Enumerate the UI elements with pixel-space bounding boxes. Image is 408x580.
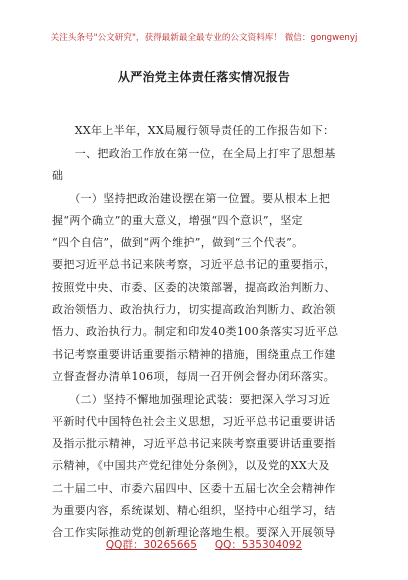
body-line: 合工作实际推动党的创新理论落地生根。要深入开展领导	[52, 526, 336, 539]
body-line: 握“两个确立”的重大意义，增强“四个意识”，坚定	[52, 214, 303, 227]
header-promo-note: 关注头条号"公文研究"，获得最新最全最专业的公文资料库！ 微信：gongwenyj	[50, 33, 358, 43]
body-line: 政治领悟力、政治执行力，切实提高政治判断力、政治领	[52, 303, 336, 316]
document-title: 从严治党主体责任落实情况报告	[117, 70, 291, 84]
body-line: 二十届二中、市委六届四中、区委十五届七次全会精神作	[52, 482, 336, 495]
body-line: 为重要内容，系统谋划、精心组织，坚持中心组学习，结	[52, 504, 336, 517]
footer-qq: QQ：535304092	[214, 539, 303, 551]
body-line: “四个自信”，做到“两个维护”，做到“三个代表”。	[52, 236, 304, 249]
body-line: 示精神，《中国共产党纪律处分条例》，以及党的XX大及	[52, 459, 330, 472]
body-line: 悟力、政治执行力。制定和印发40类100条落实习近平总	[52, 325, 339, 338]
body-line: （二）坚持不懈地加强理论武装：要把深入学习习近	[52, 393, 331, 406]
body-line: 按照党中央、市委、区委的决策部署，提高政治判断力、	[52, 281, 336, 294]
body-line: XX年上半年，XX局履行领导责任的工作报告如下：	[52, 124, 335, 137]
body-line: 立督查督办清单106项，每周一召开例会督办闭环落实。	[52, 370, 336, 383]
body-line: 书记考察重要讲话重要指示精神的措施，围绕重点工作建	[52, 348, 336, 361]
footer-contact	[0, 537, 408, 552]
body-line: 平新时代中国特色社会主义思想，习近平总书记重要讲话	[52, 415, 336, 428]
body-line: （一）坚持把政治建设摆在第一位置。要从根本上把	[52, 192, 331, 205]
body-line: 础	[52, 169, 64, 182]
body-line: 及指示批示精神，习近平总书记来陕考察重要讲话重要指	[52, 437, 336, 450]
body-line: 一、把政治工作放在第一位，在全局上打牢了思想基	[52, 147, 336, 160]
footer-qq-group: QQ群：30265665	[105, 539, 197, 551]
body-line: 要把习近平总书记来陕考察，习近平总书记的重要指示，	[52, 258, 336, 271]
